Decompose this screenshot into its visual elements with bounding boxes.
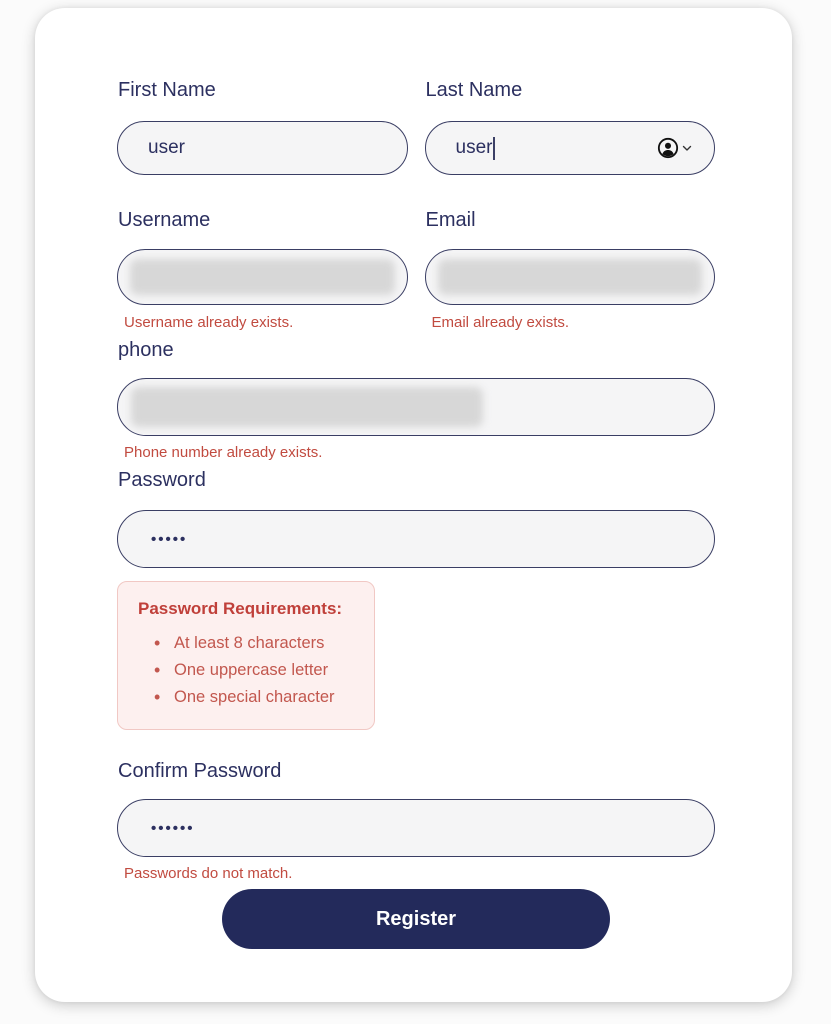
email-input[interactable] (425, 249, 716, 305)
register-button[interactable]: Register (222, 889, 610, 949)
password-requirements-box (117, 581, 375, 730)
password-requirements-list (138, 630, 356, 711)
phone-error: Phone number already exists. (124, 444, 323, 461)
confirm-password-input[interactable] (117, 799, 715, 857)
text-cursor (493, 137, 495, 160)
password-requirements-title: Password Requirements: (138, 599, 343, 618)
redacted-value (131, 387, 483, 427)
confirm-password-label: Confirm Password (118, 760, 282, 782)
password-label: Password (118, 469, 206, 491)
last-name-label: Last Name (425, 79, 523, 101)
requirement-item: • At least 8 characters (138, 630, 356, 657)
username-error: Username already exists. (124, 314, 294, 331)
first-name-label: First Name (118, 79, 216, 101)
requirement-item: • One special character (138, 684, 356, 711)
redacted-value (438, 259, 703, 295)
chevron-down-icon[interactable] (680, 141, 694, 155)
phone-label: phone (118, 339, 174, 361)
first-name-input[interactable] (117, 121, 408, 175)
last-name-value: user (455, 137, 493, 158)
requirement-item: • One uppercase letter (138, 657, 356, 684)
email-label: Email (425, 209, 476, 231)
credentials-row (117, 208, 715, 331)
registration-form (35, 8, 792, 949)
account-circle-icon[interactable] (657, 137, 679, 159)
email-error: Email already exists. (431, 314, 570, 331)
confirm-password-masked-value: •••••• (151, 819, 195, 837)
confirm-password-error: Passwords do not match. (124, 865, 293, 882)
username-label: Username (118, 209, 211, 231)
first-name-value: user (148, 137, 185, 158)
password-field (117, 468, 715, 568)
password-masked-value: ••••• (151, 530, 188, 548)
redacted-value (130, 259, 395, 295)
registration-card (35, 8, 792, 1002)
name-row (117, 78, 715, 175)
phone-field (117, 338, 715, 461)
username-input[interactable] (117, 249, 408, 305)
last-name-input[interactable] (425, 121, 716, 175)
password-input[interactable] (117, 510, 715, 568)
phone-input[interactable] (117, 378, 715, 436)
autofill-control[interactable] (657, 137, 694, 159)
confirm-password-field (117, 759, 715, 882)
